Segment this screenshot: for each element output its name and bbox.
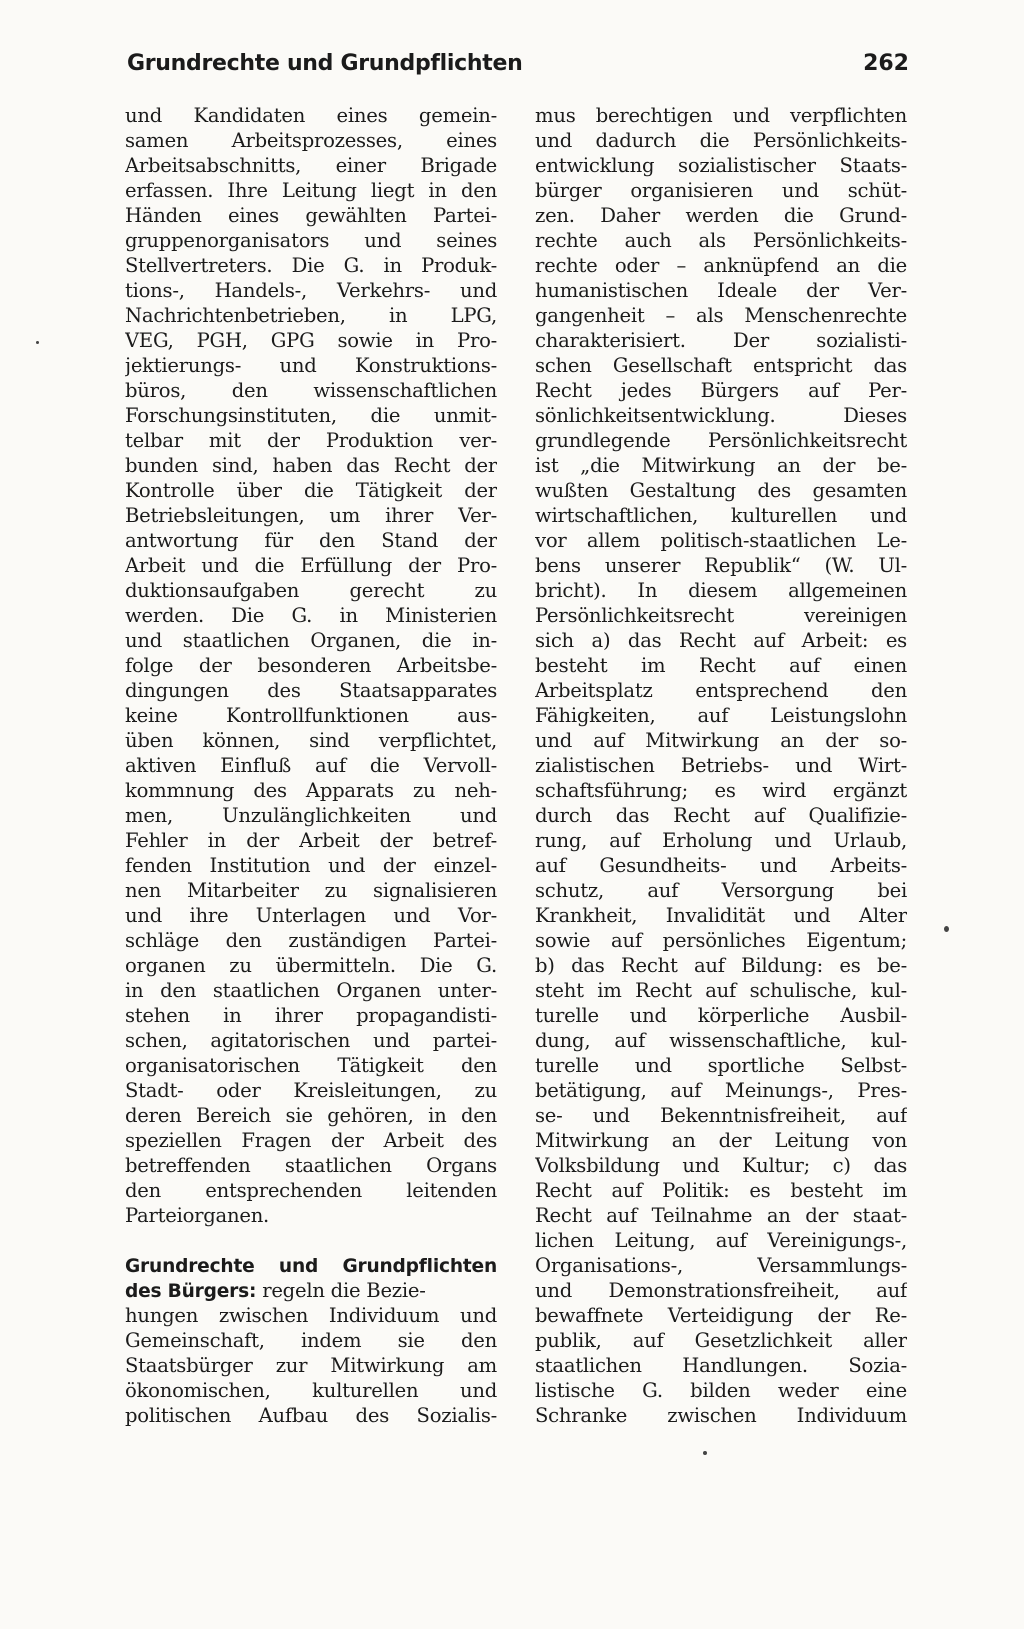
- text-line: und ihre Unterlagen und Vor-: [125, 904, 497, 927]
- text-line: bunden sind, haben das Recht der: [125, 454, 497, 477]
- text-line: Nachrichtenbetrieben, in LPG,: [125, 304, 497, 327]
- print-speck: [36, 341, 39, 344]
- text-line: durch das Recht auf Qualifizie-: [535, 804, 907, 827]
- text-line: Persönlichkeitsrecht vereinigen: [535, 604, 907, 627]
- text-line: grundlegende Persönlichkeitsrecht: [535, 429, 907, 452]
- text-line: werden. Die G. in Ministerien: [125, 604, 497, 627]
- text-line: gangenheit – als Menschenrechte: [535, 304, 907, 327]
- text-line: hungen zwischen Individuum und: [125, 1304, 497, 1327]
- text-line: organen zu übermitteln. Die G.: [125, 954, 497, 977]
- text-line: staatlichen Handlungen. Sozia-: [535, 1354, 907, 1377]
- text-line: listische G. bilden weder eine: [535, 1379, 907, 1402]
- text-line: üben können, sind verpflichtet,: [125, 729, 497, 752]
- entry-term: Grundrechte und Grundpflichten: [125, 1256, 497, 1277]
- right-column: [535, 103, 907, 1428]
- text-line: erfassen. Ihre Leitung liegt in den: [125, 179, 497, 202]
- text-line: stehen in ihrer propagandisti-: [125, 1004, 497, 1027]
- text-line: schen Gesellschaft entspricht das: [535, 354, 907, 377]
- text-line: schläge den zuständigen Partei-: [125, 929, 497, 952]
- page-title: Grundrechte und Grundpflichten: [127, 51, 523, 76]
- text-line: b) das Recht auf Bildung: es be-: [535, 954, 907, 977]
- text-line: Volksbildung und Kultur; c) das: [535, 1154, 907, 1177]
- text-line: dung, auf wissenschaftliche, kul-: [535, 1029, 907, 1052]
- text-line: keine Kontrollfunktionen aus-: [125, 704, 497, 727]
- text-line: vor allem politisch-staatlichen Le-: [535, 529, 907, 552]
- text-line: VEG, PGH, GPG sowie in Pro-: [125, 329, 497, 352]
- text-line: Forschungsinstituten, die unmit-: [125, 404, 497, 427]
- text-line: se- und Bekenntnisfreiheit, auf: [535, 1104, 907, 1127]
- text-line: nen Mitarbeiter zu signalisieren: [125, 879, 497, 902]
- text-line: schutz, auf Versorgung bei: [535, 879, 907, 902]
- print-speck: [944, 926, 949, 932]
- text-line: rechte auch als Persönlichkeits-: [535, 229, 907, 252]
- text-line: speziellen Fragen der Arbeit des: [125, 1129, 497, 1152]
- text-line: Staatsbürger zur Mitwirkung am: [125, 1354, 497, 1377]
- text-line: bricht). In diesem allgemeinen: [535, 579, 907, 602]
- text-line: rung, auf Erholung und Urlaub,: [535, 829, 907, 852]
- text-line: sönlichkeitsentwicklung. Dieses: [535, 404, 907, 427]
- text-line: folge der besonderen Arbeitsbe-: [125, 654, 497, 677]
- text-line: Arbeitsabschnitts, einer Brigade: [125, 154, 497, 177]
- text-line: Betriebsleitungen, um ihrer Ver-: [125, 504, 497, 527]
- text-line: kommnung des Apparats zu neh-: [125, 779, 497, 802]
- text-line: turelle und körperliche Ausbil-: [535, 1004, 907, 1027]
- text-line: Recht jedes Bürgers auf Per-: [535, 379, 907, 402]
- running-head: [127, 46, 909, 82]
- paragraph-gap: [125, 1228, 497, 1253]
- text-line: ökonomischen, kulturellen und: [125, 1379, 497, 1402]
- text-line: Schranke zwischen Individuum: [535, 1404, 907, 1427]
- text-line: Händen eines gewählten Partei-: [125, 204, 497, 227]
- text-line: Mitwirkung an der Leitung von: [535, 1129, 907, 1152]
- text-line: antwortung für den Stand der: [125, 529, 497, 552]
- text-line: Gemeinschaft, indem sie den: [125, 1329, 497, 1352]
- text-line: schen, agitatorischen und partei-: [125, 1029, 497, 1052]
- text-line: büros, den wissenschaftlichen: [125, 379, 497, 402]
- text-line: Recht auf Teilnahme an der staat-: [535, 1204, 907, 1227]
- text-line: schaftsführung; es wird ergänzt: [535, 779, 907, 802]
- text-line: besteht im Recht auf einen: [535, 654, 907, 677]
- text-line: Stellvertreters. Die G. in Produk-: [125, 254, 497, 277]
- text-line: steht im Recht auf schulische, kul-: [535, 979, 907, 1002]
- text-line: zen. Daher werden die Grund-: [535, 204, 907, 227]
- print-speck: [703, 1451, 707, 1455]
- text-line: humanistischen Ideale der Ver-: [535, 279, 907, 302]
- entry-term: des Bürgers:: [125, 1281, 257, 1302]
- text-line: sowie auf persönliches Eigentum;: [535, 929, 907, 952]
- text-line: und Demonstrationsfreiheit, auf: [535, 1279, 907, 1302]
- text-line: lichen Leitung, auf Vereinigungs-,: [535, 1229, 907, 1252]
- text-line: Fähigkeiten, auf Leistungslohn: [535, 704, 907, 727]
- text-line: wirtschaftlichen, kulturellen und: [535, 504, 907, 527]
- text-line: organisatorischen Tätigkeit den: [125, 1054, 497, 1077]
- text-line: betätigung, auf Meinungs-, Pres-: [535, 1079, 907, 1102]
- text-line: gruppenorganisators und seines: [125, 229, 497, 252]
- text-line: Recht auf Politik: es besteht im: [535, 1179, 907, 1202]
- text-line: zialistischen Betriebs- und Wirt-: [535, 754, 907, 777]
- entry-term-line: [125, 1278, 497, 1303]
- text-line: Fehler in der Arbeit der betref-: [125, 829, 497, 852]
- text-line: charakterisiert. Der sozialisti-: [535, 329, 907, 352]
- text-line: den entsprechenden leitenden: [125, 1179, 497, 1202]
- text-line: sich a) das Recht auf Arbeit: es: [535, 629, 907, 652]
- text-line: politischen Aufbau des Sozialis-: [125, 1404, 497, 1427]
- text-line: ist „die Mitwirkung an der be-: [535, 454, 907, 477]
- text-line: duktionsaufgaben gerecht zu: [125, 579, 497, 602]
- text-line: bewaffnete Verteidigung der Re-: [535, 1304, 907, 1327]
- text-line: telbar mit der Produktion ver-: [125, 429, 497, 452]
- text-line: und dadurch die Persönlichkeits-: [535, 129, 907, 152]
- text-line: bürger organisieren und schüt-: [535, 179, 907, 202]
- text-line: Parteiorganen.: [125, 1204, 270, 1227]
- text-line: in den staatlichen Organen unter-: [125, 979, 497, 1002]
- text-line: rechte oder – anknüpfend an die: [535, 254, 907, 277]
- text-line: auf Gesundheits- und Arbeits-: [535, 854, 907, 877]
- text-line: entwicklung sozialistischer Staats-: [535, 154, 907, 177]
- text-line: mus berechtigen und verpflichten: [535, 104, 907, 127]
- text-line: samen Arbeitsprozesses, eines: [125, 129, 497, 152]
- text-line: betreffenden staatlichen Organs: [125, 1154, 497, 1177]
- text-line: und auf Mitwirkung an der so-: [535, 729, 907, 752]
- text-line: Krankheit, Invalidität und Alter: [535, 904, 907, 927]
- text-line: aktiven Einfluß auf die Vervoll-: [125, 754, 497, 777]
- text-line: und Kandidaten eines gemein-: [125, 104, 497, 127]
- entry-term-line: [125, 1253, 497, 1278]
- text-line: wußten Gestaltung des gesamten: [535, 479, 907, 502]
- text-line: Stadt- oder Kreisleitungen, zu: [125, 1079, 497, 1102]
- left-column: [125, 103, 497, 1428]
- text-line: men, Unzulänglichkeiten und: [125, 804, 497, 827]
- text-line: Arbeitsplatz entsprechend den: [535, 679, 907, 702]
- text-line: Organisations-, Versammlungs-: [535, 1254, 907, 1277]
- text-line: turelle und sportliche Selbst-: [535, 1054, 907, 1077]
- text-line: dingungen des Staatsapparates: [125, 679, 497, 702]
- page-number: 262: [863, 51, 909, 76]
- text-line: publik, auf Gesetzlichkeit aller: [535, 1329, 907, 1352]
- text-line: tions-, Handels-, Verkehrs- und: [125, 279, 497, 302]
- text-line: und staatlichen Organen, die in-: [125, 629, 497, 652]
- entry-text: regeln die Bezie-: [256, 1279, 426, 1302]
- text-line: deren Bereich sie gehören, in den: [125, 1104, 497, 1127]
- text-line: bens unserer Republik“ (W. Ul-: [535, 554, 907, 577]
- text-line: jektierungs- und Konstruktions-: [125, 354, 497, 377]
- text-line: fenden Institution und der einzel-: [125, 854, 497, 877]
- text-line: Kontrolle über die Tätigkeit der: [125, 479, 497, 502]
- text-line: Arbeit und die Erfüllung der Pro-: [125, 554, 497, 577]
